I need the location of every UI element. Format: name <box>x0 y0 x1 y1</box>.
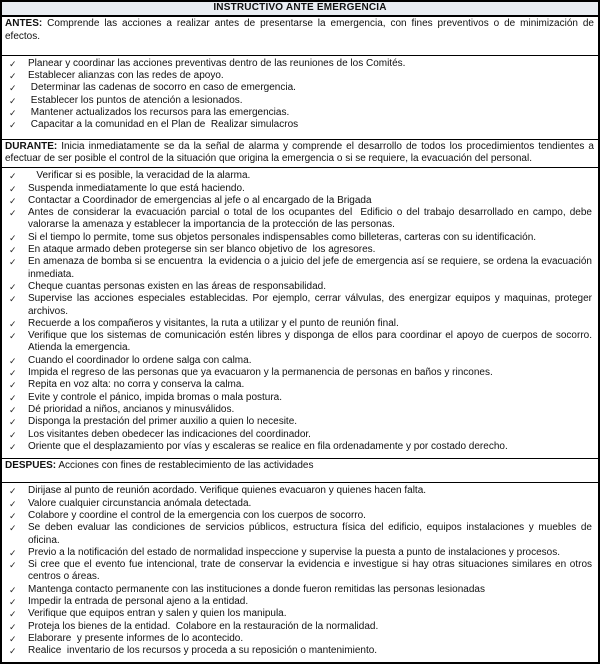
checkmark-icon: ✓ <box>9 331 17 342</box>
checklist-item <box>2 441 598 453</box>
checklist-item-text: En ataque armado deben protegerse sin ser blanco objetivo de los agresores. <box>28 244 376 256</box>
checkmark-icon: ✓ <box>9 633 17 644</box>
section-label: DESPUES: <box>5 460 57 472</box>
checklist-item-text: Capacitar a la comunidad en el Plan de Realizar simulacros <box>28 119 299 131</box>
document-title: INSTRUCTIVO ANTE EMERGENCIA <box>2 2 598 17</box>
checklist-item <box>2 244 598 256</box>
checklist-item <box>2 82 598 94</box>
checklist-item <box>2 170 598 182</box>
checklist-item <box>2 70 598 82</box>
checklist-item-text: Los visitantes deben obedecer las indicaciones del coordinador. <box>28 428 311 440</box>
checkmark-icon: ✓ <box>9 621 17 632</box>
checklist-item <box>2 318 598 330</box>
checklist-item <box>2 293 598 318</box>
checklist-item <box>2 498 598 510</box>
checklist-item-text: Cuando el coordinador lo ordene salga con calma. <box>28 354 252 366</box>
checkmark-icon: ✓ <box>9 71 17 82</box>
checklist-item-text: Recuerde a los compañeros y visitantes, la ruta a utilizar y el punto de reunión final. <box>28 317 399 329</box>
checkmark-icon: ✓ <box>9 560 17 571</box>
checkmark-icon: ✓ <box>9 523 17 534</box>
checklist-item-text: Se deben evaluar las condiciones de servicios públicos, estructura física del edificio, equipos instalaciones y muebles de oficina. <box>28 522 595 546</box>
checkmark-icon: ✓ <box>9 547 17 558</box>
checkmark-icon: ✓ <box>9 486 17 497</box>
checklist-item-text: Valore cualquier circunstancia anómala detectada. <box>28 497 252 509</box>
checklist-item-text: Realice inventario de los recursos y proceda a su reposición o mantenimiento. <box>28 645 378 657</box>
section-intro-text: Comprende las acciones a realizar antes de presentarse la emergencia, con fines preventivos o de minimización de efectos. <box>5 18 594 42</box>
section-label: ANTES: <box>5 18 43 30</box>
checkmark-icon: ✓ <box>9 429 17 440</box>
checkmark-icon: ✓ <box>9 245 17 256</box>
section <box>2 459 598 662</box>
checkmark-icon: ✓ <box>9 404 17 415</box>
checkmark-icon: ✓ <box>9 584 17 595</box>
checklist-item <box>2 547 598 559</box>
section-checklist <box>2 56 598 140</box>
checklist-item <box>2 404 598 416</box>
checkmark-icon: ✓ <box>9 232 17 243</box>
checklist-item <box>2 195 598 207</box>
checkmark-icon: ✓ <box>9 498 17 509</box>
checklist-item <box>2 596 598 608</box>
checklist-item <box>2 256 598 281</box>
checklist-item <box>2 416 598 428</box>
checkmark-icon: ✓ <box>9 380 17 391</box>
checklist-item <box>2 608 598 620</box>
checklist-item-text: Establecer los puntos de atención a lesionados. <box>28 94 243 106</box>
checklist-item-text: Disponga la prestación del primer auxilio a quien lo necesite. <box>28 416 298 428</box>
checklist-item-text: Dirijase al punto de reunión acordado. Verifique quienes evacuaron y quienes hacen falta. <box>28 485 427 497</box>
checkmark-icon: ✓ <box>9 510 17 521</box>
section <box>2 140 598 459</box>
checklist-item-text: Suspenda inmediatamente lo que está haciendo. <box>28 182 245 194</box>
checklist-item <box>2 367 598 379</box>
checklist-item-text: Planear y coordinar las acciones preventivas dentro de las reuniones de los Comités. <box>28 57 406 69</box>
checklist-item <box>2 429 598 441</box>
checklist-item-text: Si el tiempo lo permite, tome sus objetos personales indispensables como billeteras, carteras con su identificación. <box>28 231 537 243</box>
checklist-item <box>2 584 598 596</box>
section-intro <box>2 140 598 169</box>
checklist-item-text: Oriente que el desplazamiento por vías y escaleras se realice en fila ordenadamente y por costado derecho. <box>28 440 508 452</box>
checkmark-icon: ✓ <box>9 294 17 305</box>
checkmark-icon: ✓ <box>9 597 17 608</box>
checklist-item <box>2 392 598 404</box>
checkmark-icon: ✓ <box>9 95 17 106</box>
checkmark-icon: ✓ <box>9 195 17 206</box>
section-intro <box>2 17 598 56</box>
checkmark-icon: ✓ <box>9 392 17 403</box>
checkmark-icon: ✓ <box>9 417 17 428</box>
checklist-item-text: Impedir la entrada de personal ajeno a la entidad. <box>28 596 249 608</box>
checklist-item-text: Elaborare y presente informes de lo acontecido. <box>28 632 244 644</box>
section-intro-text: Acciones con fines de restablecimiento de las actividades <box>56 460 314 472</box>
checkmark-icon: ✓ <box>9 171 17 182</box>
checklist-item-text: Si cree que el evento fue intencional, trate de conservar la evidencia e investigue si hay otras situaciones similares en otros centros o áreas. <box>28 559 595 583</box>
checklist-item <box>2 355 598 367</box>
checklist-item <box>2 645 598 657</box>
checkmark-icon: ✓ <box>9 108 17 119</box>
checklist-item <box>2 510 598 522</box>
checklist-item-text: Supervise las acciones especiales establecidas. Por ejemplo, cerrar válvulas, des energizar equipos y maquinas, proteger archivos. <box>28 293 595 317</box>
checkmark-icon: ✓ <box>9 208 17 219</box>
checklist-item <box>2 95 598 107</box>
checkmark-icon: ✓ <box>9 318 17 329</box>
checklist-item <box>2 485 598 497</box>
checklist-item-text: Verificar si es posible, la veracidad de la alarma. <box>28 170 251 182</box>
checkmark-icon: ✓ <box>9 609 17 620</box>
checkmark-icon: ✓ <box>9 257 17 268</box>
checklist-item <box>2 232 598 244</box>
checklist-item-text: Antes de considerar la evacuación parcial o total de los ocupantes del Edificio o del trabajo desarrollado en campo, debe valorarse la amenaza y establecer la importancia de la protección de las personas. <box>28 207 595 231</box>
checklist-item-text: Verifique que los sistemas de comunicación estén libres y disponga de ellos para coordinar el apoyo de cuerpos de socorro. Atienda la emergencia. <box>28 330 595 354</box>
section-intro <box>2 459 598 483</box>
checklist-item <box>2 183 598 195</box>
checklist-item <box>2 379 598 391</box>
section-checklist <box>2 168 598 459</box>
checklist-item-text: Impida el regreso de las personas que ya evacuaron y la permanencia de personas en baños y rincones. <box>28 367 493 379</box>
section <box>2 17 598 139</box>
checkmark-icon: ✓ <box>9 281 17 292</box>
checkmark-icon: ✓ <box>9 83 17 94</box>
checklist-item-text: Previo a la notificación del estado de normalidad inspeccione y supervise la puesta a punto de instalaciones y procesos. <box>28 546 560 558</box>
checkmark-icon: ✓ <box>9 441 17 452</box>
checklist-item-text: Dé prioridad a niños, ancianos y minusválidos. <box>28 403 235 415</box>
checklist-item <box>2 281 598 293</box>
checklist-item-text: Repita en voz alta: no corra y conserva la calma. <box>28 379 245 391</box>
checklist-item-text: Contactar a Coordinador de emergencias al jefe o al encargado de la Brigada <box>28 194 372 206</box>
section-intro-text: Inicia inmediatamente se da la señal de alarma y comprende el desarrollo de todos los procedimientos tendientes a efectuar de ser posible el control de la situación que origina la emergencia o si se requiere, la evacuación del personal. <box>5 140 594 164</box>
checklist-item-text: En amenaza de bomba si se encuentra la evidencia o a juicio del jefe de emergencia así se requiere, se ordena la evacuación inmediata. <box>28 256 595 280</box>
checklist-item <box>2 633 598 645</box>
checklist-item-text: Determinar las cadenas de socorro en caso de emergencia. <box>28 82 296 94</box>
checklist-item <box>2 621 598 633</box>
sections-container <box>2 17 598 662</box>
checkmark-icon: ✓ <box>9 58 17 69</box>
checklist-item-text: Colabore y coordine el control de la emergencia con los cuerpos de socorro. <box>28 509 366 521</box>
checklist-item-text: Establecer alianzas con las redes de apoyo. <box>28 70 224 82</box>
checklist-item <box>2 119 598 131</box>
checklist-item-text: Cheque cuantas personas existen en las áreas de responsabilidad. <box>28 280 326 292</box>
checklist-item-text: Mantener actualizados los recursos para las emergencias. <box>28 107 290 119</box>
checklist-item-text: Evite y controle el pánico, impida bromas o mala postura. <box>28 391 283 403</box>
section-label: DURANTE: <box>5 140 58 152</box>
checklist-item <box>2 207 598 232</box>
checklist-item-text: Proteja los bienes de la entidad. Colabore en la restauración de la normalidad. <box>28 620 379 632</box>
checkmark-icon: ✓ <box>9 355 17 366</box>
checkmark-icon: ✓ <box>9 368 17 379</box>
checklist-item <box>2 58 598 70</box>
checkmark-icon: ✓ <box>9 120 17 131</box>
checklist-item-text: Verifique que equipos entran y salen y quien los manipula. <box>28 608 287 620</box>
section-checklist <box>2 483 598 662</box>
checkmark-icon: ✓ <box>9 183 17 194</box>
checkmark-icon: ✓ <box>9 646 17 657</box>
checklist-item-text: Mantenga contacto permanente con las instituciones a donde fueron remitidas las personas lesionadas <box>28 583 485 595</box>
checklist-item <box>2 522 598 547</box>
checklist-item <box>2 330 598 355</box>
checklist-item <box>2 107 598 119</box>
checklist-item <box>2 559 598 584</box>
